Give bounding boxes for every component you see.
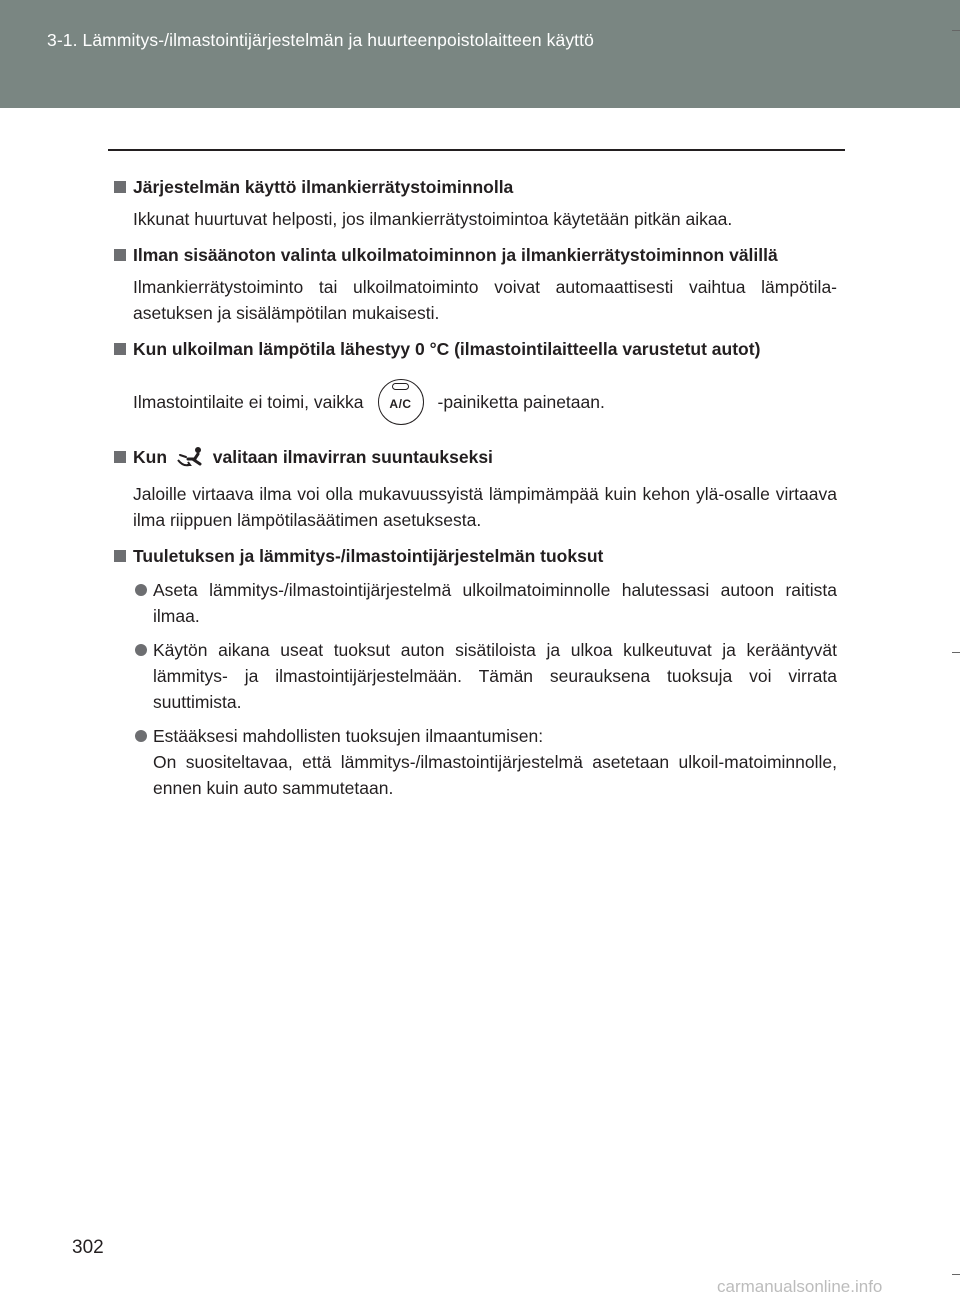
section-heading: Tuuletuksen ja lämmitys-/ilmastointijärjestelmän tuoksut [113, 543, 837, 569]
round-bullet-icon [135, 584, 147, 596]
section-heading: Kun ulkoilman lämpötila lähestyy 0 °C (ilmastointilaitteella varustetut autot) [113, 336, 837, 362]
square-bullet-icon [114, 249, 126, 261]
section-text: Jaloille virtaava ilma voi olla mukavuussyistä lämpimämpää kuin kehon ylä-osalle virtaava ilma riippuen lämpötilasäätimen asetuksesta. [133, 484, 837, 530]
square-bullet-icon [114, 181, 126, 193]
section-heading: Kun valitaan ilmavirran suuntaukseksi [113, 444, 837, 475]
section-title: 3-1. Lämmitys-/ilmastointijärjestelmän ja huurteenpoistolaitteen käyttö [47, 30, 594, 50]
crop-mark [952, 652, 960, 653]
top-rule [108, 149, 845, 151]
page-content [113, 174, 837, 801]
ac-button-icon: A/C [378, 379, 424, 425]
section-heading: Ilman sisäänoton valinta ulkoilmatoiminnon ja ilmankierrätystoiminnon välillä [113, 242, 837, 268]
section-text: Ilmankierrätystoiminto tai ulkoilmatoiminto voivat automaattisesti vaihtua lämpötila-asetuksen ja sisälämpötilan mukaisesti. [133, 277, 837, 323]
list-item: Aseta lämmitys-/ilmastointijärjestelmä ulkoilmatoiminnolle halutessasi autoon raitista ilmaa. [113, 577, 837, 629]
square-bullet-icon [114, 343, 126, 355]
section-text: Ikkunat huurtuvat helposti, jos ilmankierrätystoimintoa käytetään pitkän aikaa. [133, 209, 733, 229]
crop-mark [952, 1274, 960, 1275]
square-bullet-icon [114, 550, 126, 562]
indicator-led-icon [392, 383, 409, 390]
section-heading: Järjestelmän käyttö ilmankierrätystoiminnolla [113, 174, 837, 200]
round-bullet-icon [135, 730, 147, 742]
watermark: carmanualsonline.info [717, 1277, 883, 1296]
airflow-feet-icon [176, 446, 204, 475]
round-bullet-icon [135, 644, 147, 656]
ac-text-line: Ilmastointilaite ei toimi, vaikka A/C -painiketta painetaan. [113, 374, 837, 430]
section-header [0, 0, 960, 108]
square-bullet-icon [114, 451, 126, 463]
list-item: Estääksesi mahdollisten tuoksujen ilmaantumisen: On suositeltavaa, että lämmitys-/ilmastointijärjestelmä asetetaan ulkoil-matoiminnolle, ennen kuin auto sammutetaan. [113, 723, 837, 801]
page-number: 302 [72, 1237, 104, 1258]
list-item: Käytön aikana useat tuoksut auton sisätiloista ja ulkoa kulkeutuvat ja kerääntyvät lämmitys- ja ilmastointijärjestelmään. Tämän seurauksena tuoksuja voi virrata suuttimista. [113, 637, 837, 715]
crop-mark [952, 30, 960, 31]
